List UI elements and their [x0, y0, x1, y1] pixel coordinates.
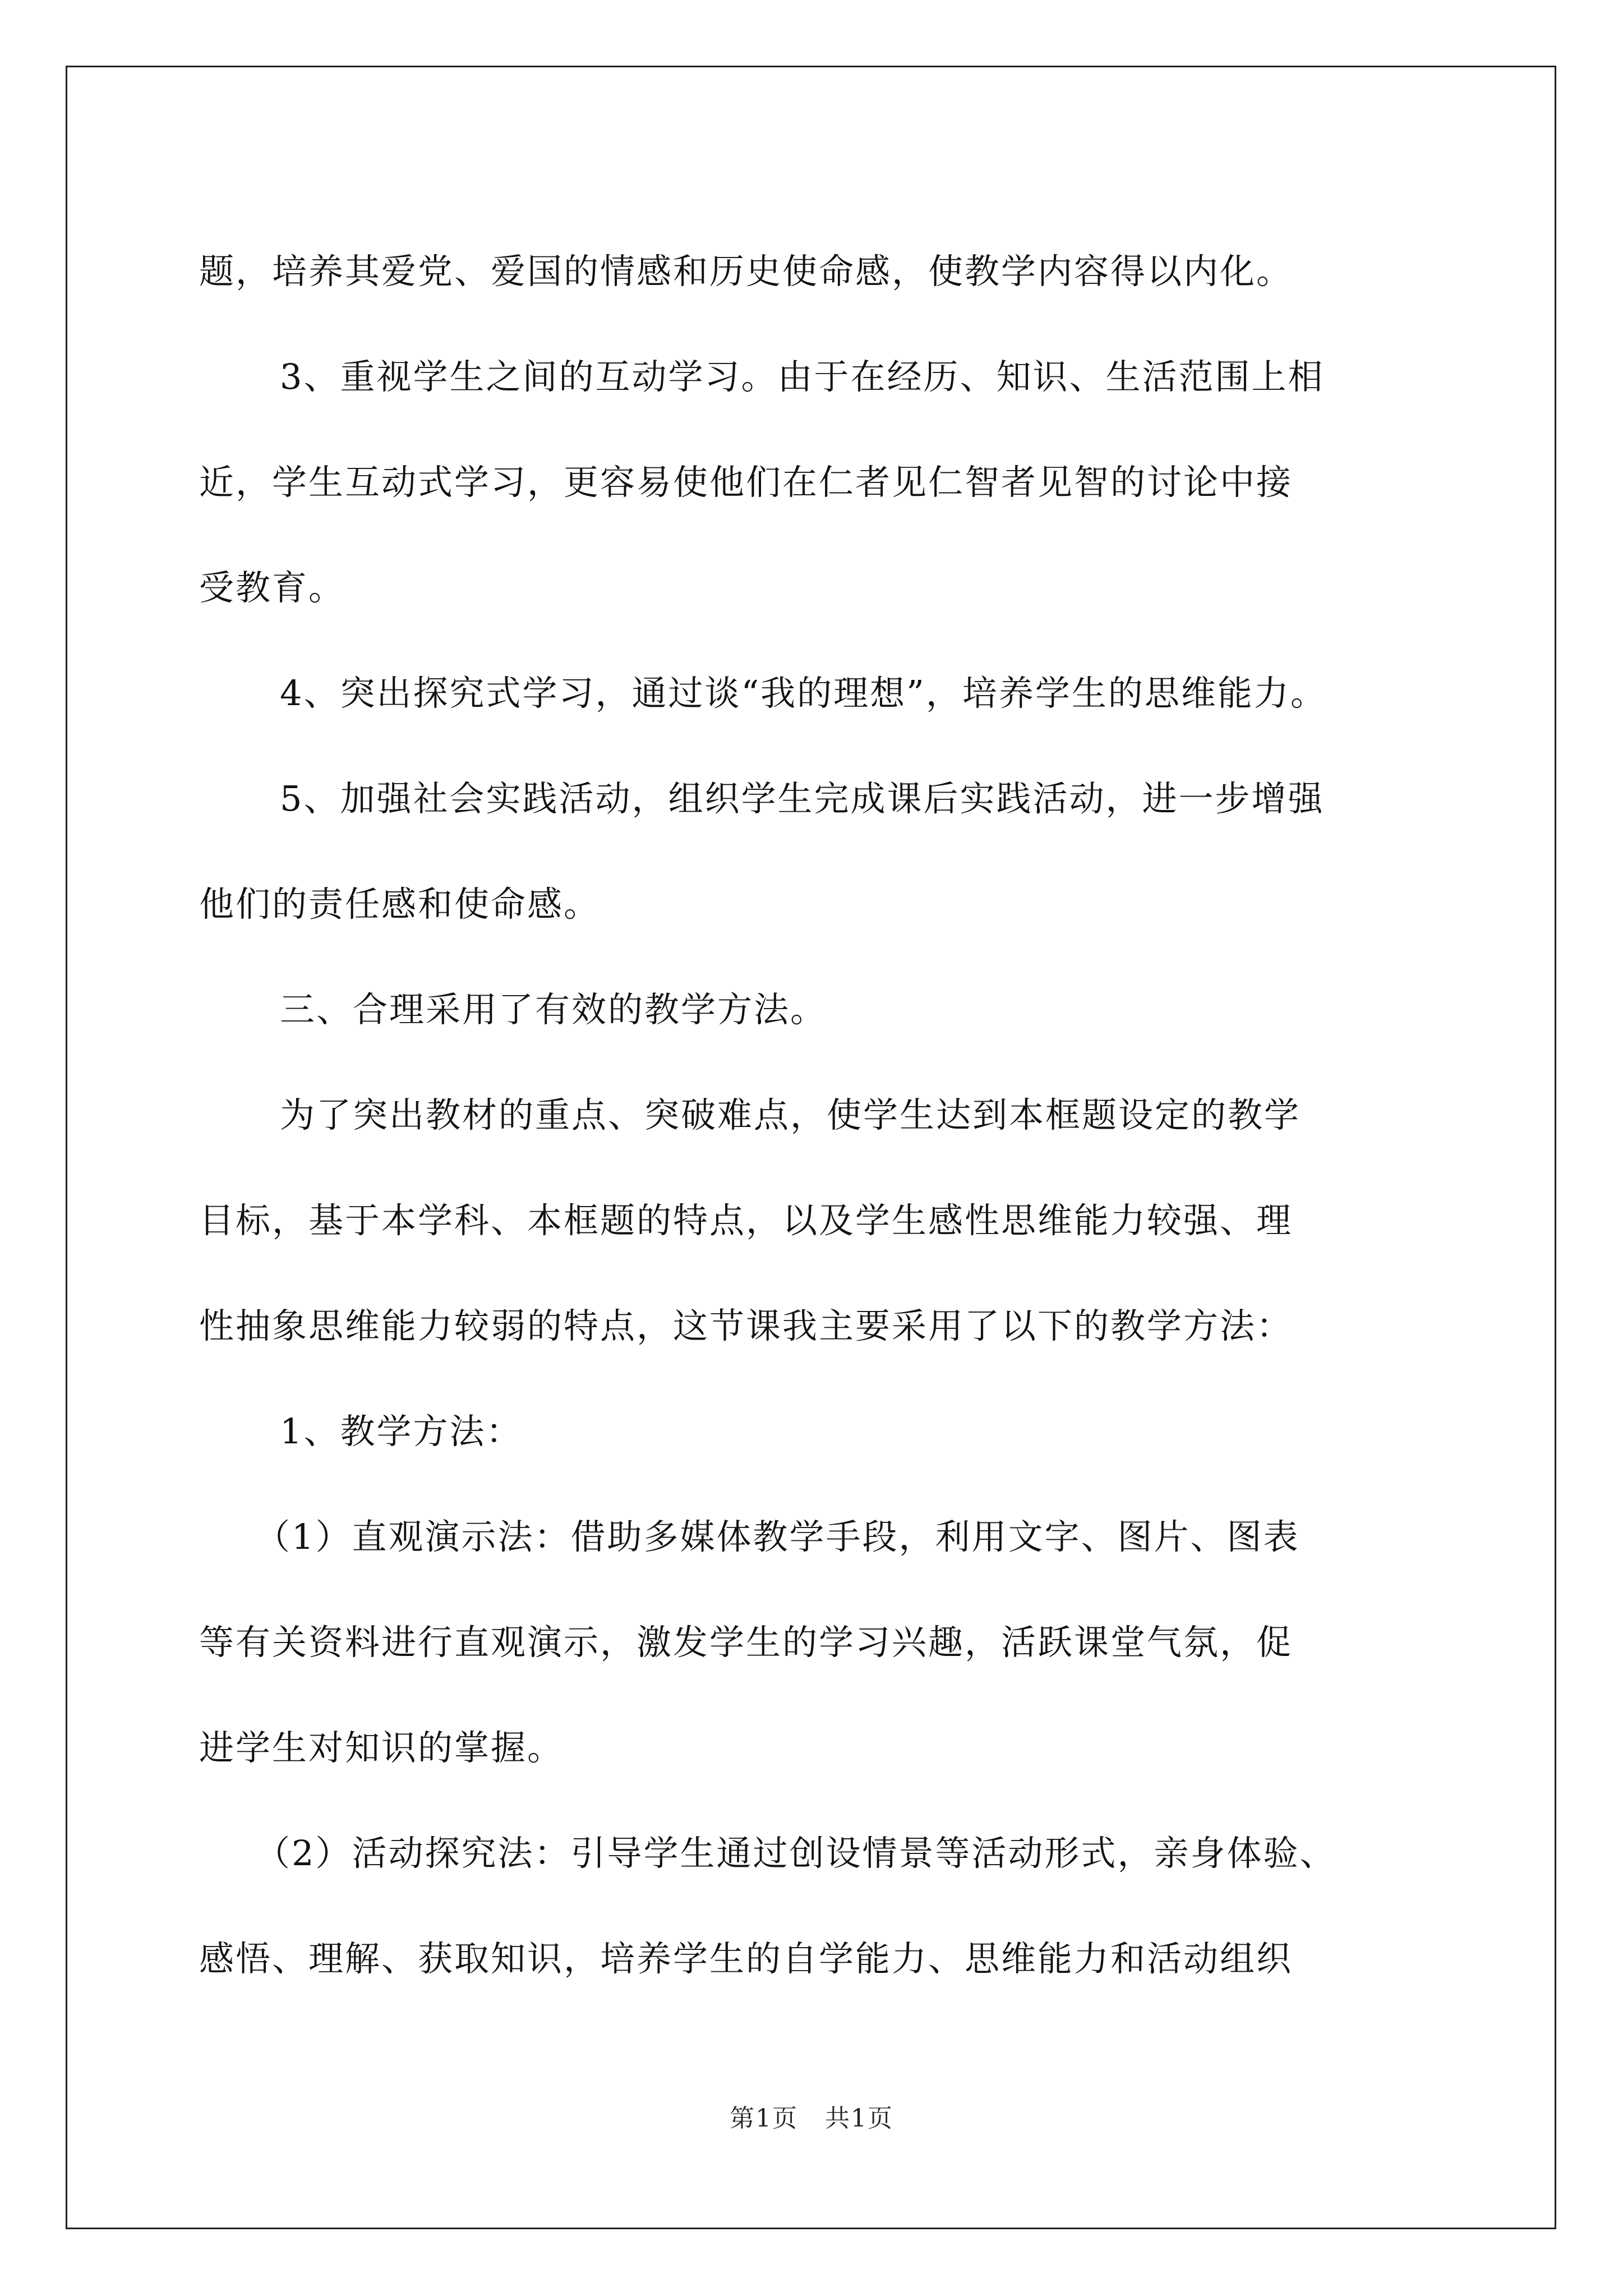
- text-line: 4、突出探究式学习，通过谈“我的理想”，培养学生的思维能力。: [280, 673, 1327, 714]
- page-number-total: 共1页: [825, 2104, 893, 2133]
- text-line: 目标，基于本学科、本框题的特点，以及学生感性思维能力较强、理: [199, 1200, 1293, 1241]
- text-line: 进学生对知识的掌握。: [199, 1727, 564, 1768]
- text-line: 受教育。: [199, 567, 345, 608]
- section-heading: 三、合理采用了有效的教学方法。: [280, 989, 827, 1030]
- text-line: 他们的责任感和使命感。: [199, 884, 601, 924]
- page-footer: [0, 2098, 1623, 2134]
- page-number-current: 第1页: [730, 2104, 798, 2133]
- text-line: 等有关资料进行直观演示，激发学生的学习兴趣，活跃课堂气氛，促: [199, 1622, 1293, 1663]
- text-line: （2）活动探究法：引导学生通过创设情景等活动形式，亲身体验、: [255, 1833, 1336, 1874]
- text-line: 5、加强社会实践活动，组织学生完成课后实践活动，进一步增强: [280, 778, 1325, 819]
- text-line: 1、教学方法：: [280, 1411, 523, 1452]
- text-line: 感悟、理解、获取知识，培养学生的自学能力、思维能力和活动组织: [199, 1938, 1293, 1979]
- text-line: 性抽象思维能力较弱的特点，这节课我主要采用了以下的教学方法：: [199, 1305, 1293, 1346]
- text-line: 3、重视学生之间的互动学习。由于在经历、知识、生活范围上相: [280, 356, 1325, 397]
- text-line: 题，培养其爱党、爱国的情感和历史使命感，使教学内容得以内化。: [199, 251, 1293, 292]
- text-line: 近，学生互动式学习，更容易使他们在仁者见仁智者见智的讨论中接: [199, 462, 1293, 503]
- text-line: 为了突出教材的重点、突破难点，使学生达到本框题设定的教学: [280, 1094, 1301, 1135]
- document-body: [199, 219, 1427, 2012]
- text-line: （1）直观演示法：借助多媒体教学手段，利用文字、图片、图表: [255, 1516, 1300, 1557]
